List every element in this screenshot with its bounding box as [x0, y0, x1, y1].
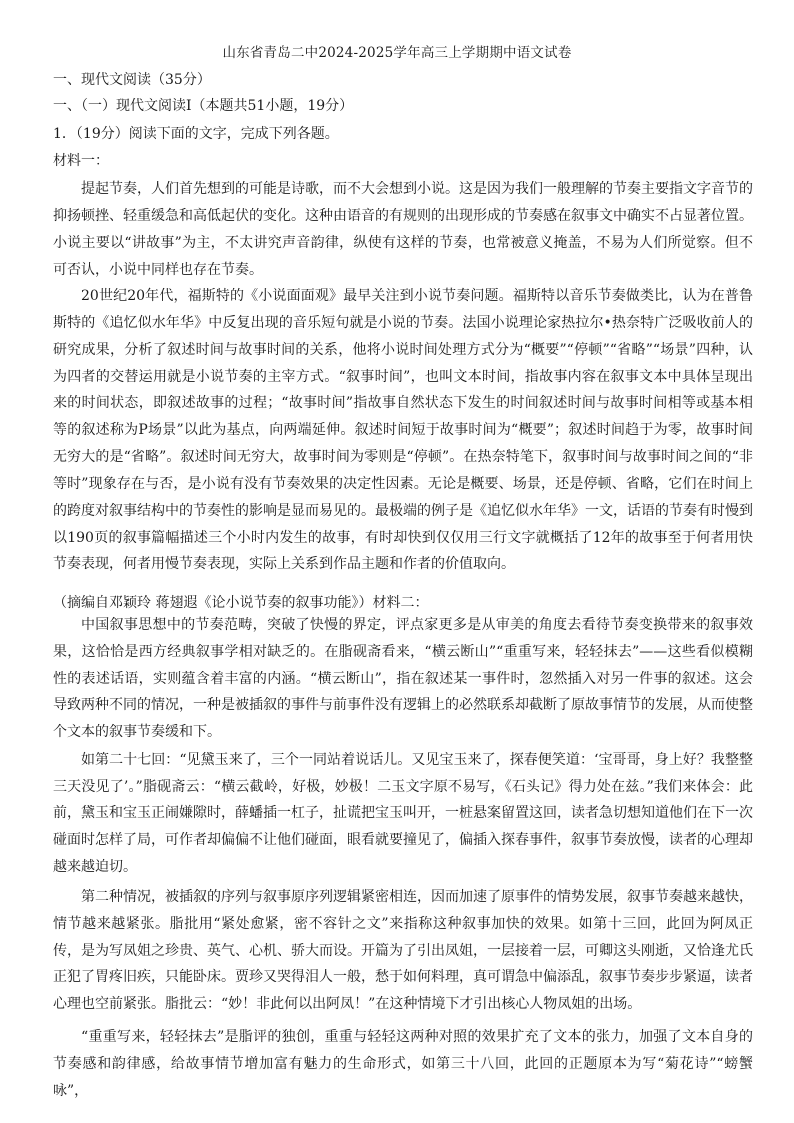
paragraph-3: 中国叙事思想中的节奏范畴，突破了快慢的界定，评点家更多是从审美的角度去看待节奏变换带来的叙事效果，这恰恰是西方经典叙事学相对缺乏的。在脂砚斋看来，“横云断山”“重重写来，轻轻抹去”——这些看似模糊性的表述话语，实则蕴含着丰富的内涵。“横云断山”，指在叙述某一事件时，忽然插入对另一件事的叙述。这会导致两种不同的情况，一种是被插叙的事件与前事件没有逻辑上的必然联系却截断了原故事情节的发展，从而使整个文本的叙事节奏缓和下。: [53, 617, 753, 741]
paragraph-4: 如第二十七回：“见黛玉来了，三个一同站着说话儿。又见宝玉来了，探春便笑道：‘宝哥哥，身上好？我整整三天没见了’。”脂砚斋云：“横云截岭，好极，妙极！二玉文字原不易写，《石头记》得力处在兹。”我们来体会：此前，黛玉和宝玉正闹嫌隙时，薛蟠插一杠子，扯谎把宝玉叫开，一桩悬案留置这回，读者急切想知道他们在下一次碰面时怎样了局，可作者却偏偏不让他们碰面，眼看就要撞见了，偏插入探春事件，叙事节奏放慢，读者的心理却越来越迫切。: [53, 752, 753, 875]
source-citation: （摘编自邓颖玲 蒋翅遐《论小说节奏的叙事功能》）材料二：: [53, 595, 429, 611]
subsection-heading: 一、（一）现代文阅读Ⅰ（本题共51小题，19分）: [53, 98, 354, 114]
material-label: 材料一：: [53, 153, 109, 169]
question-line: 1．（19分）阅读下面的文字，完成下列各题。: [53, 126, 339, 142]
paragraph-5: 第二种情况，被插叙的序列与叙事原序列逻辑紧密相连，因而加速了原事件的情势发展，叙事节奏越来越快，情节越来越紧张。脂批用“紧处愈紧，密不容针之文”来指称这种叙事加快的效果。如第十三回，此回为阿凤正传，是为写凤姐之珍贵、英气、心机、骄大而设。开篇为了引出凤姐，一层接着一层，可卿这头刚逝，又恰逢尤氏正犯了胃疼旧疾，只能卧床。贾珍又哭得泪人一般，愁于如何料理，真可谓急中偏添乱，叙事节奏步步紧逼，读者心理也空前紧张。脂批云：“妙！非此何以出阿凤！”在这种情境下才引出核心人物凤姐的出场。: [53, 889, 753, 1013]
paragraph-2: 20世纪20年代，福斯特的《小说面面观》最早关注到小说节奏问题。福斯特以音乐节奏做类比，认为在普鲁斯特的《追忆似水年华》中反复出现的音乐短句就是小说的节奏。法国小说理论家热拉尔•热奈特广泛吸收前人的研究成果，分析了叙述时间与故事时间的关系，他将小说时间处理方式分为“概要”“停顿”“省略”“场景”四种，认为四者的交替运用就是小说节奏的主宰方式。“叙事时间”，也叫文本时间，指故事内容在叙事文本中具体呈现出来的时间状态，即叙述故事的过程；“故事时间”指故事自然状态下发生的时间叙述时间与故事时间相等或基本相等的叙述称为P场景”以此为基点，向两端延伸。叙述时间短于故事时间为“概要”；叙述时间趋于为零，故事时间无穷大的是“省略”。叙述时间无穷大，故事时间为零则是“停顿”。在热奈特笔下，叙事时间与故事时间之间的“非等时”现象存在与否，是小说有没有节奏效果的决定性因素。无论是概要、场景，还是停顿、省略，它们在时间上的跨度对叙事结构中的节奏性的影响是显而易见的。最极端的例子是《追忆似水年华》一文，话语的节奏有时慢到以190页的叙事篇幅描述三个小时内发生的故事，有时却快到仅仅用三行文字就概括了12年的故事至于何者用快节奏表现，何者用慢节奏表现，实际上关系到作品主题和作者的价值取向。: [53, 288, 753, 573]
exam-title: 山东省青岛二中2024-2025学年高三上学期期中语文试卷: [222, 45, 572, 61]
paragraph-1: 提起节奏，人们首先想到的可能是诗歌，而不大会想到小说。这是因为我们一般理解的节奏主要指文字音节的抑扬顿挫、轻重缓急和高低起伏的变化。这种由语音的有规则的出现形成的节奏感在叙事文中确实不占显著位置。小说主要以“讲故事”为主，不太讲究声音韵律，纵使有这样的节奏，也常被意义掩盖，不易为人们所觉察。但不可否认，小说中同样也存在节奏。: [53, 181, 753, 278]
paragraph-6: “重重写来，轻轻抹去”是脂评的独创，重重与轻轻这两种对照的效果扩充了文本的张力，加强了文本自身的节奏感和韵律感，给故事情节增加富有魅力的生命形式，如第三十八回，此回的正题原本为写“菊花诗”“螃蟹咏”，: [53, 1029, 753, 1099]
section-heading: 一、现代文阅读（35分）: [53, 72, 211, 88]
